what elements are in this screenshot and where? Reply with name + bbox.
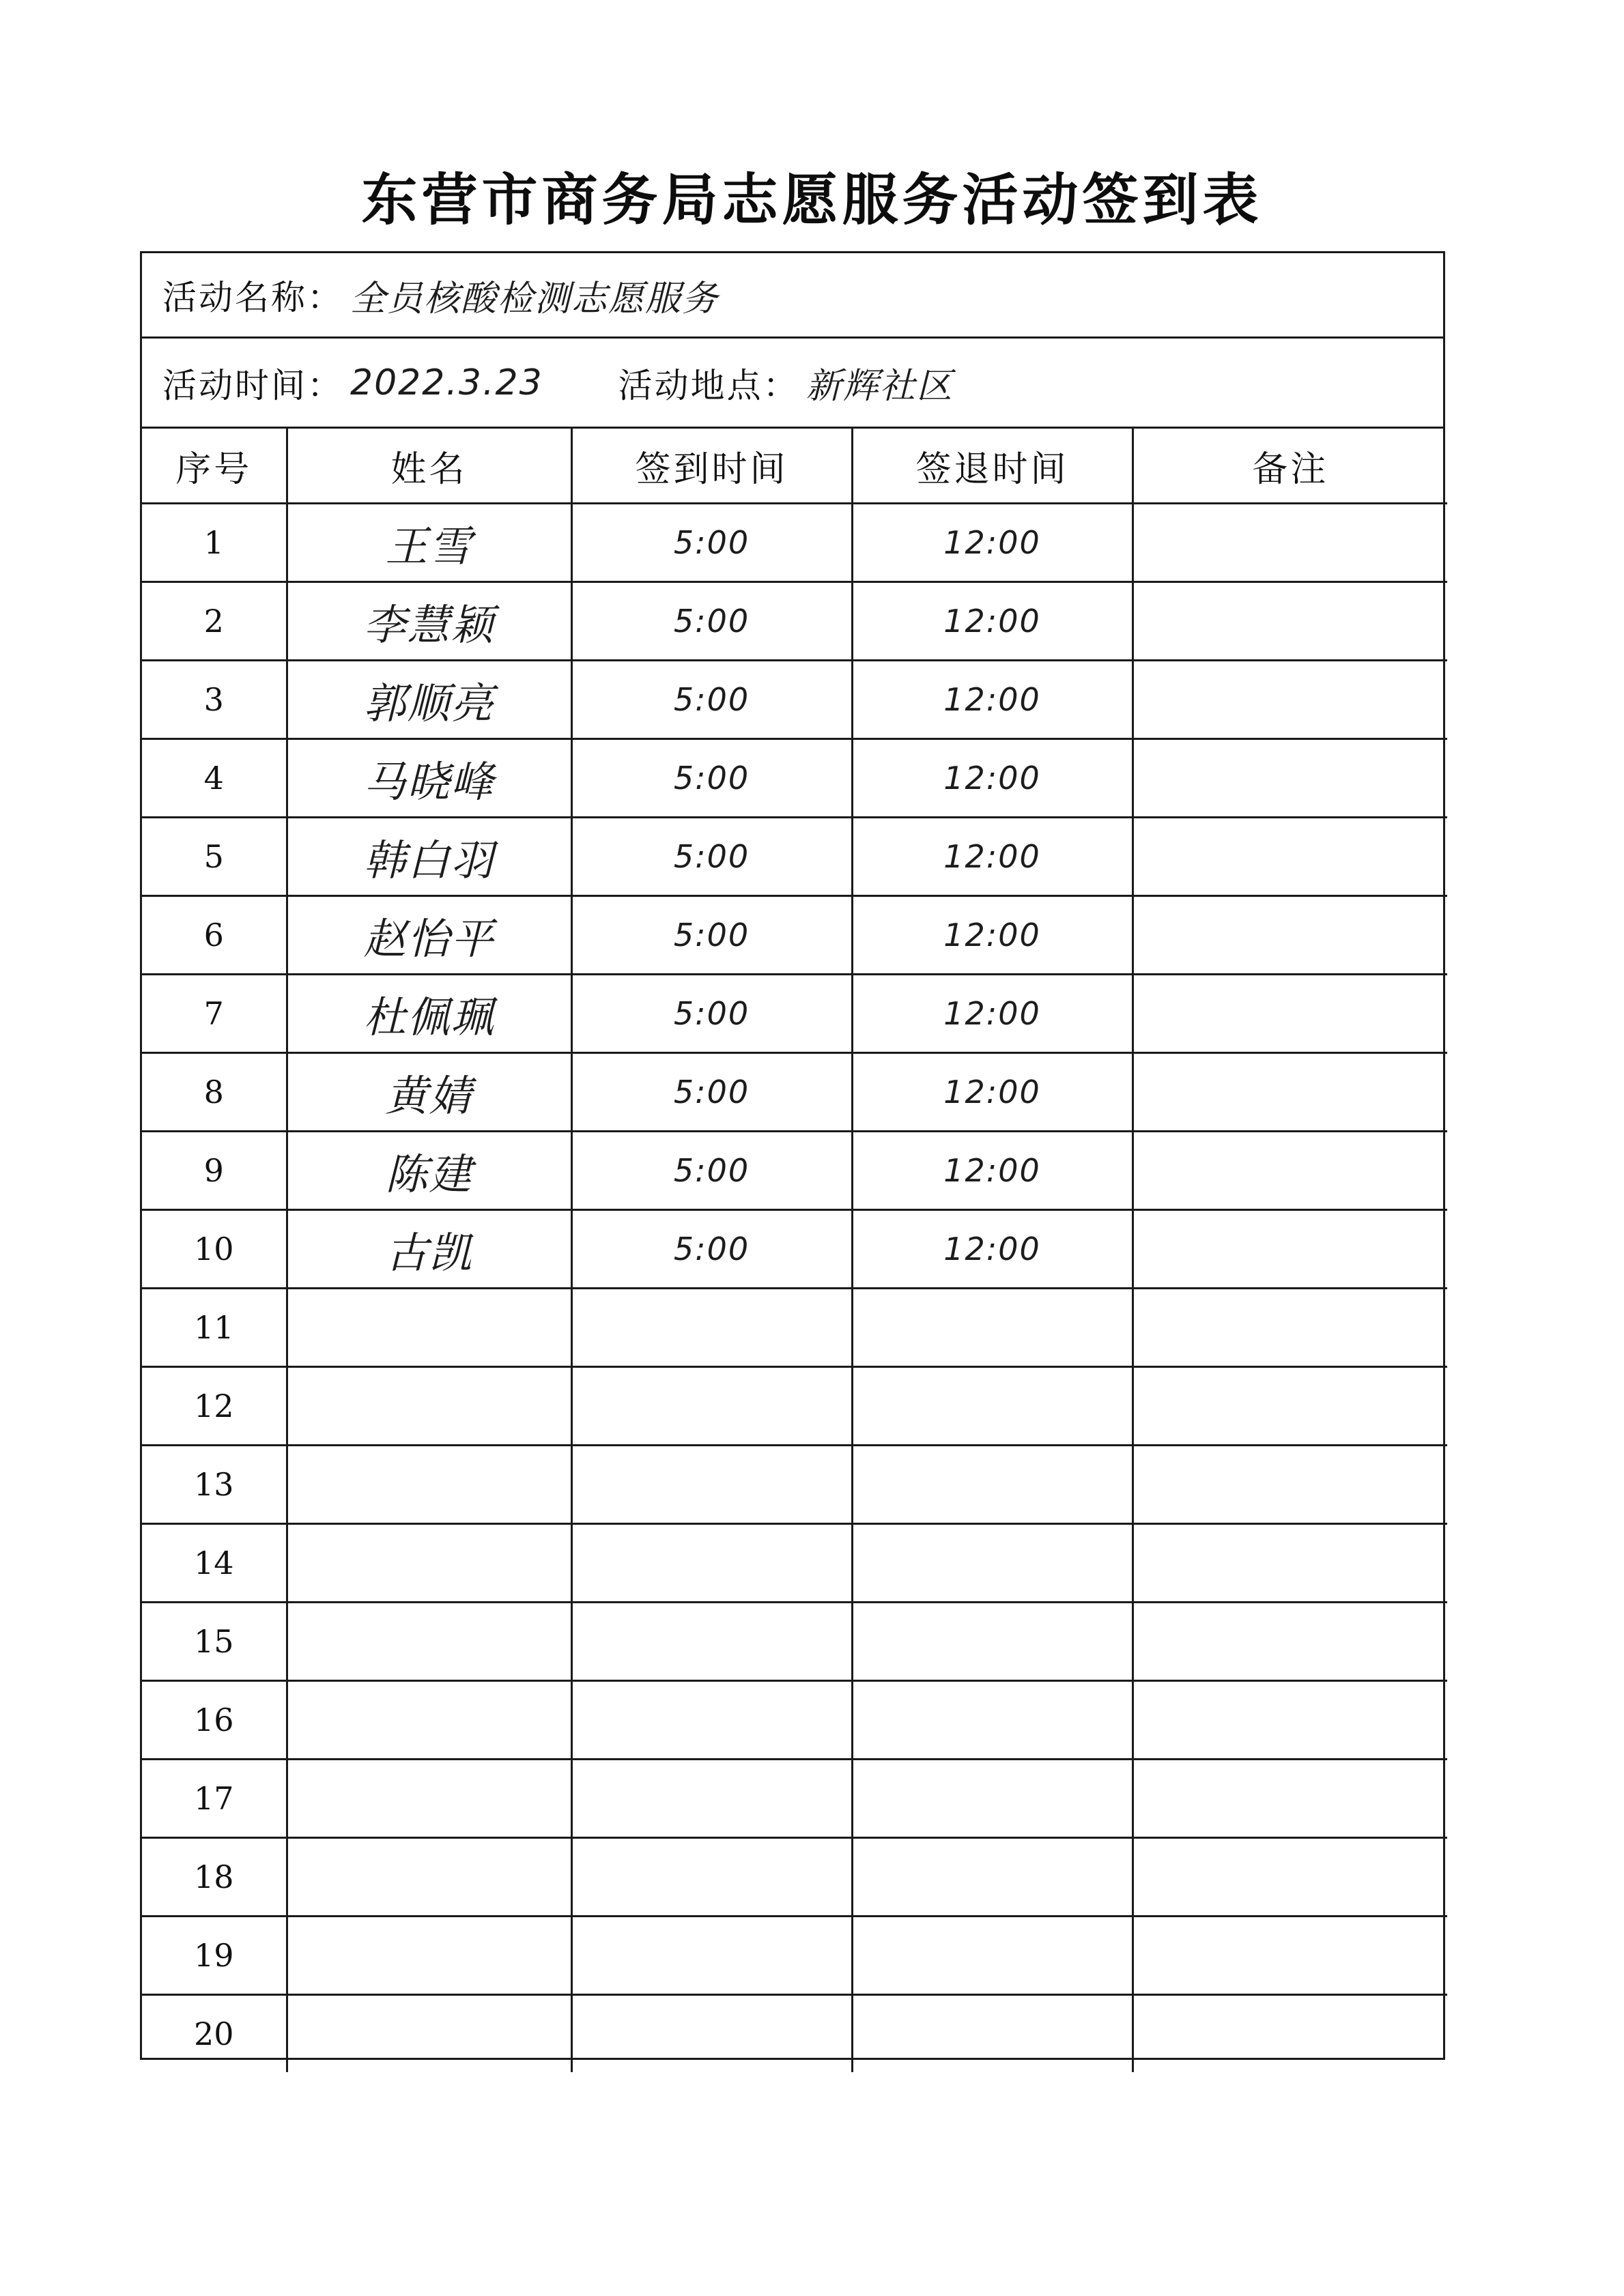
activity-time-label: 活动时间： [162,365,343,405]
name-cell [287,818,571,896]
activity-time-value: 2022.3.23 [350,362,543,403]
table-row [142,1917,1447,1995]
name-cell-text: 陈建 [385,1149,473,1199]
name-cell [287,1210,571,1289]
sign-in-time-cell [571,1132,852,1210]
name-cell [287,1760,571,1838]
name-cell [287,739,571,818]
seq-cell: 15 [142,1603,287,1681]
name-cell [287,1681,571,1760]
sign-out-time-cell-text: 12:00 [943,995,1041,1032]
sign-in-time-cell-text: 5:00 [673,1152,750,1189]
sign-in-time-cell [571,1995,852,2073]
activity-location-value: 新辉社区 [806,366,954,407]
table-row [142,1760,1447,1838]
name-cell [287,582,571,661]
name-cell [287,661,571,739]
sign-in-time-cell [571,1053,852,1132]
table-row [142,504,1447,582]
seq-cell: 13 [142,1446,287,1524]
name-cell [287,1289,571,1367]
seq-cell: 10 [142,1210,287,1289]
seq-cell: 16 [142,1681,287,1760]
header-name: 姓名 [287,429,571,504]
name-cell-text: 赵怡平 [363,913,495,964]
name-cell [287,896,571,975]
seq-cell: 6 [142,896,287,975]
table-row [142,739,1447,818]
seq-cell: 18 [142,1838,287,1917]
sign-in-time-cell [571,1603,852,1681]
sign-out-time-cell [852,1603,1132,1681]
sign-in-time-cell-text: 5:00 [673,681,750,718]
note-cell [1132,818,1447,896]
sign-out-time-cell [852,739,1132,818]
sign-out-time-cell-text: 12:00 [943,838,1041,875]
sign-in-time-cell [571,896,852,975]
note-cell [1132,739,1447,818]
name-cell [287,1367,571,1446]
name-cell-text: 郭顺亮 [363,678,495,728]
sign-in-time-cell [571,1760,852,1838]
sign-in-time-cell [571,1289,852,1367]
seq-cell: 5 [142,818,287,896]
note-cell [1132,975,1447,1053]
note-cell [1132,661,1447,739]
name-cell [287,504,571,582]
sign-out-time-cell-text: 12:00 [943,760,1041,797]
activity-location-label: 活动地点： [618,365,799,405]
table-row [142,1524,1447,1603]
sign-out-time-cell [852,1524,1132,1603]
sign-in-time-cell-text: 5:00 [673,838,750,875]
seq-cell: 20 [142,1995,287,2073]
activity-time-row [142,339,1443,429]
activity-name-value: 全员核酸检测志愿服务 [350,278,720,319]
name-cell-text: 李慧颖 [363,599,495,650]
sign-out-time-cell [852,1995,1132,2073]
page-title: 东营市商务局志愿服务活动签到表 [361,167,1263,233]
sign-in-time-cell-text: 5:00 [673,760,750,797]
table-row [142,975,1447,1053]
note-cell [1132,1917,1447,1995]
note-cell [1132,1995,1447,2073]
sign-in-time-cell [571,1524,852,1603]
seq-cell: 12 [142,1367,287,1446]
sign-in-time-cell [571,504,852,582]
sign-in-time-cell [571,661,852,739]
sign-out-time-cell [852,661,1132,739]
name-cell [287,1446,571,1524]
sign-out-time-cell [852,1760,1132,1838]
sign-out-time-cell [852,1446,1132,1524]
note-cell [1132,1524,1447,1603]
name-cell [287,1053,571,1132]
sign-out-time-cell [852,896,1132,975]
name-cell [287,1838,571,1917]
header-seq: 序号 [142,429,287,504]
sign-out-time-cell-text: 12:00 [943,1152,1041,1189]
note-cell [1132,504,1447,582]
sign-in-sheet [140,251,1445,2060]
note-cell [1132,1838,1447,1917]
sign-in-time-cell-text: 5:00 [673,524,750,561]
sign-in-time-cell [571,1838,852,1917]
sign-in-time-cell-text: 5:00 [673,1074,750,1110]
note-cell [1132,896,1447,975]
note-cell [1132,1603,1447,1681]
table-row [142,1603,1447,1681]
sign-out-time-cell [852,975,1132,1053]
table-row [142,661,1447,739]
note-cell [1132,1681,1447,1760]
sign-out-time-cell-text: 12:00 [943,917,1041,953]
sign-out-time-cell-text: 12:00 [943,681,1041,718]
sign-out-time-cell [852,818,1132,896]
note-cell [1132,1210,1447,1289]
table-row [142,1838,1447,1917]
sign-out-time-cell [852,1367,1132,1446]
name-cell [287,1132,571,1210]
note-cell [1132,1132,1447,1210]
name-cell-text: 王雪 [385,521,473,571]
name-cell-text: 杜佩珮 [363,992,495,1042]
note-cell [1132,1446,1447,1524]
sign-out-time-cell [852,1681,1132,1760]
note-cell [1132,1053,1447,1132]
sign-out-time-cell-text: 12:00 [943,1231,1041,1267]
seq-cell: 19 [142,1917,287,1995]
name-cell [287,1917,571,1995]
sign-out-time-cell [852,504,1132,582]
sign-in-time-cell-text: 5:00 [673,603,750,640]
sign-in-time-cell [571,739,852,818]
table-row [142,1367,1447,1446]
header-note: 备注 [1132,429,1447,504]
sign-in-time-cell [571,1367,852,1446]
sign-in-time-cell [571,1210,852,1289]
sign-in-time-cell [571,1681,852,1760]
table-row [142,1446,1447,1524]
sign-in-time-cell-text: 5:00 [673,917,750,953]
sign-out-time-cell [852,1917,1132,1995]
seq-cell: 11 [142,1289,287,1367]
sign-out-time-cell [852,1289,1132,1367]
seq-cell: 3 [142,661,287,739]
sign-out-time-cell [852,582,1132,661]
seq-cell: 7 [142,975,287,1053]
name-cell-text: 黄婧 [385,1070,473,1121]
sign-out-time-cell-text: 12:00 [943,603,1041,640]
name-cell [287,1995,571,2073]
name-cell [287,1524,571,1603]
sign-out-time-cell [852,1838,1132,1917]
table-row [142,1053,1447,1132]
sign-out-time-cell [852,1132,1132,1210]
name-cell [287,975,571,1053]
name-cell-text: 马晓峰 [363,756,495,807]
seq-cell: 2 [142,582,287,661]
activity-name-row [142,253,1443,339]
table-row [142,1210,1447,1289]
name-cell-text: 韩白羽 [363,835,495,885]
seq-cell: 1 [142,504,287,582]
sign-in-time-cell-text: 5:00 [673,995,750,1032]
sign-out-time-cell-text: 12:00 [943,524,1041,561]
sign-out-time-cell [852,1210,1132,1289]
sign-in-time-cell [571,582,852,661]
table-row [142,582,1447,661]
seq-cell: 14 [142,1524,287,1603]
table-row [142,1681,1447,1760]
seq-cell: 4 [142,739,287,818]
note-cell [1132,1760,1447,1838]
name-cell [287,1603,571,1681]
note-cell [1132,1367,1447,1446]
table-row [142,1289,1447,1367]
sign-in-time-cell-text: 5:00 [673,1231,750,1267]
note-cell [1132,582,1447,661]
sign-in-time-cell [571,975,852,1053]
sign-in-time-cell [571,1446,852,1524]
seq-cell: 8 [142,1053,287,1132]
header-sign-in-time: 签到时间 [571,429,852,504]
header-sign-out-time: 签退时间 [852,429,1132,504]
name-cell-text: 古凯 [385,1227,473,1278]
sign-in-time-cell [571,818,852,896]
activity-name-label: 活动名称： [162,278,343,317]
table-row [142,1995,1447,2073]
attendance-table [142,429,1447,2072]
note-cell [1132,1289,1447,1367]
table-row [142,1132,1447,1210]
table-header-row [142,429,1447,504]
seq-cell: 17 [142,1760,287,1838]
seq-cell: 9 [142,1132,287,1210]
table-row [142,896,1447,975]
sign-out-time-cell-text: 12:00 [943,1074,1041,1110]
table-row [142,818,1447,896]
sign-in-time-cell [571,1917,852,1995]
sign-out-time-cell [852,1053,1132,1132]
